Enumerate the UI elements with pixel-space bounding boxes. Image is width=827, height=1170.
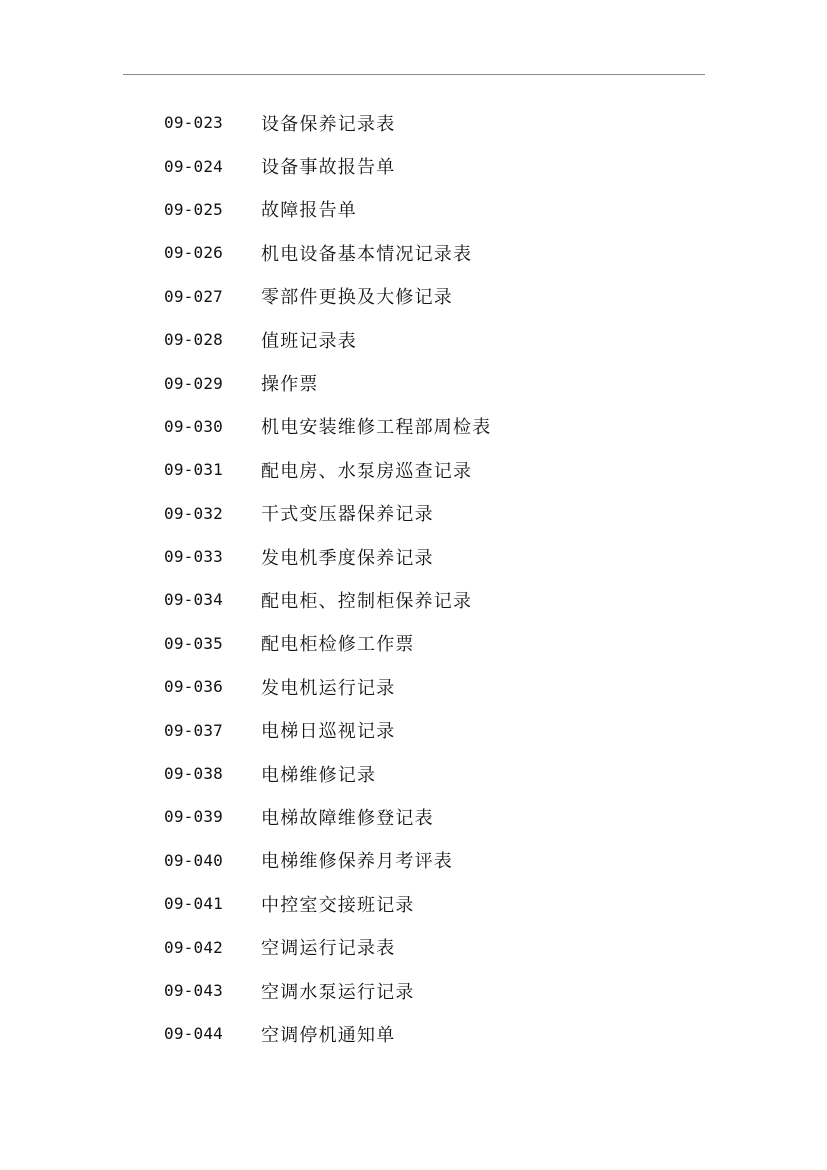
- form-title: 电梯日巡视记录: [261, 721, 396, 743]
- form-code: 09-028: [164, 330, 223, 350]
- form-title: 机电安装维修工程部周检表: [261, 417, 492, 439]
- form-code: 09-026: [164, 243, 223, 263]
- list-item: [164, 708, 491, 751]
- list-item: [164, 752, 491, 795]
- form-title: 发电机运行记录: [261, 677, 396, 699]
- list-item: [164, 839, 491, 882]
- header-rule: [123, 74, 705, 75]
- list-item: [164, 969, 491, 1012]
- form-title: 零部件更换及大修记录: [261, 287, 453, 309]
- list-item: [164, 535, 491, 578]
- form-title: 配电房、水泵房巡查记录: [261, 460, 473, 482]
- list-item: [164, 882, 491, 925]
- form-code: 09-029: [164, 373, 223, 393]
- form-code: 09-023: [164, 113, 223, 133]
- list-item: [164, 665, 491, 708]
- form-title: 空调水泵运行记录: [261, 981, 415, 1003]
- form-code: 09-037: [164, 720, 223, 740]
- form-code: 09-024: [164, 156, 223, 176]
- form-title: 空调运行记录表: [261, 938, 396, 960]
- form-title: 电梯维修保养月考评表: [261, 851, 453, 873]
- list-item: [164, 578, 491, 621]
- list-item: [164, 144, 491, 187]
- form-code: 09-035: [164, 633, 223, 653]
- form-code: 09-031: [164, 460, 223, 480]
- list-item: [164, 275, 491, 318]
- form-title: 设备事故报告单: [261, 157, 396, 179]
- form-code: 09-040: [164, 850, 223, 870]
- form-code: 09-044: [164, 1024, 223, 1044]
- list-item: [164, 188, 491, 231]
- list-item: [164, 448, 491, 491]
- list-item: [164, 405, 491, 448]
- form-title: 空调停机通知单: [261, 1024, 396, 1046]
- form-title: 值班记录表: [261, 330, 357, 352]
- list-item: [164, 231, 491, 274]
- form-title: 电梯维修记录: [261, 764, 377, 786]
- form-title: 发电机季度保养记录: [261, 547, 434, 569]
- list-item: [164, 101, 491, 144]
- list-item: [164, 795, 491, 838]
- form-title: 电梯故障维修登记表: [261, 807, 434, 829]
- list-item: [164, 361, 491, 404]
- form-code: 09-030: [164, 416, 223, 436]
- form-code: 09-038: [164, 764, 223, 784]
- form-index-list: [164, 101, 491, 1056]
- form-code: 09-036: [164, 677, 223, 697]
- form-code: 09-041: [164, 894, 223, 914]
- form-code: 09-042: [164, 937, 223, 957]
- form-code: 09-039: [164, 807, 223, 827]
- form-code: 09-027: [164, 286, 223, 306]
- form-title: 机电设备基本情况记录表: [261, 243, 473, 265]
- form-title: 操作票: [261, 374, 319, 396]
- form-code: 09-032: [164, 503, 223, 523]
- form-title: 配电柜检修工作票: [261, 634, 415, 656]
- form-code: 09-034: [164, 590, 223, 610]
- form-title: 干式变压器保养记录: [261, 504, 434, 526]
- list-item: [164, 622, 491, 665]
- list-item: [164, 318, 491, 361]
- form-title: 配电柜、控制柜保养记录: [261, 590, 473, 612]
- form-title: 故障报告单: [261, 200, 357, 222]
- form-title: 设备保养记录表: [261, 113, 396, 135]
- list-item: [164, 492, 491, 535]
- list-item: [164, 925, 491, 968]
- form-title: 中控室交接班记录: [261, 894, 415, 916]
- form-code: 09-033: [164, 547, 223, 567]
- list-item: [164, 1012, 491, 1055]
- form-code: 09-043: [164, 981, 223, 1000]
- form-code: 09-025: [164, 199, 223, 219]
